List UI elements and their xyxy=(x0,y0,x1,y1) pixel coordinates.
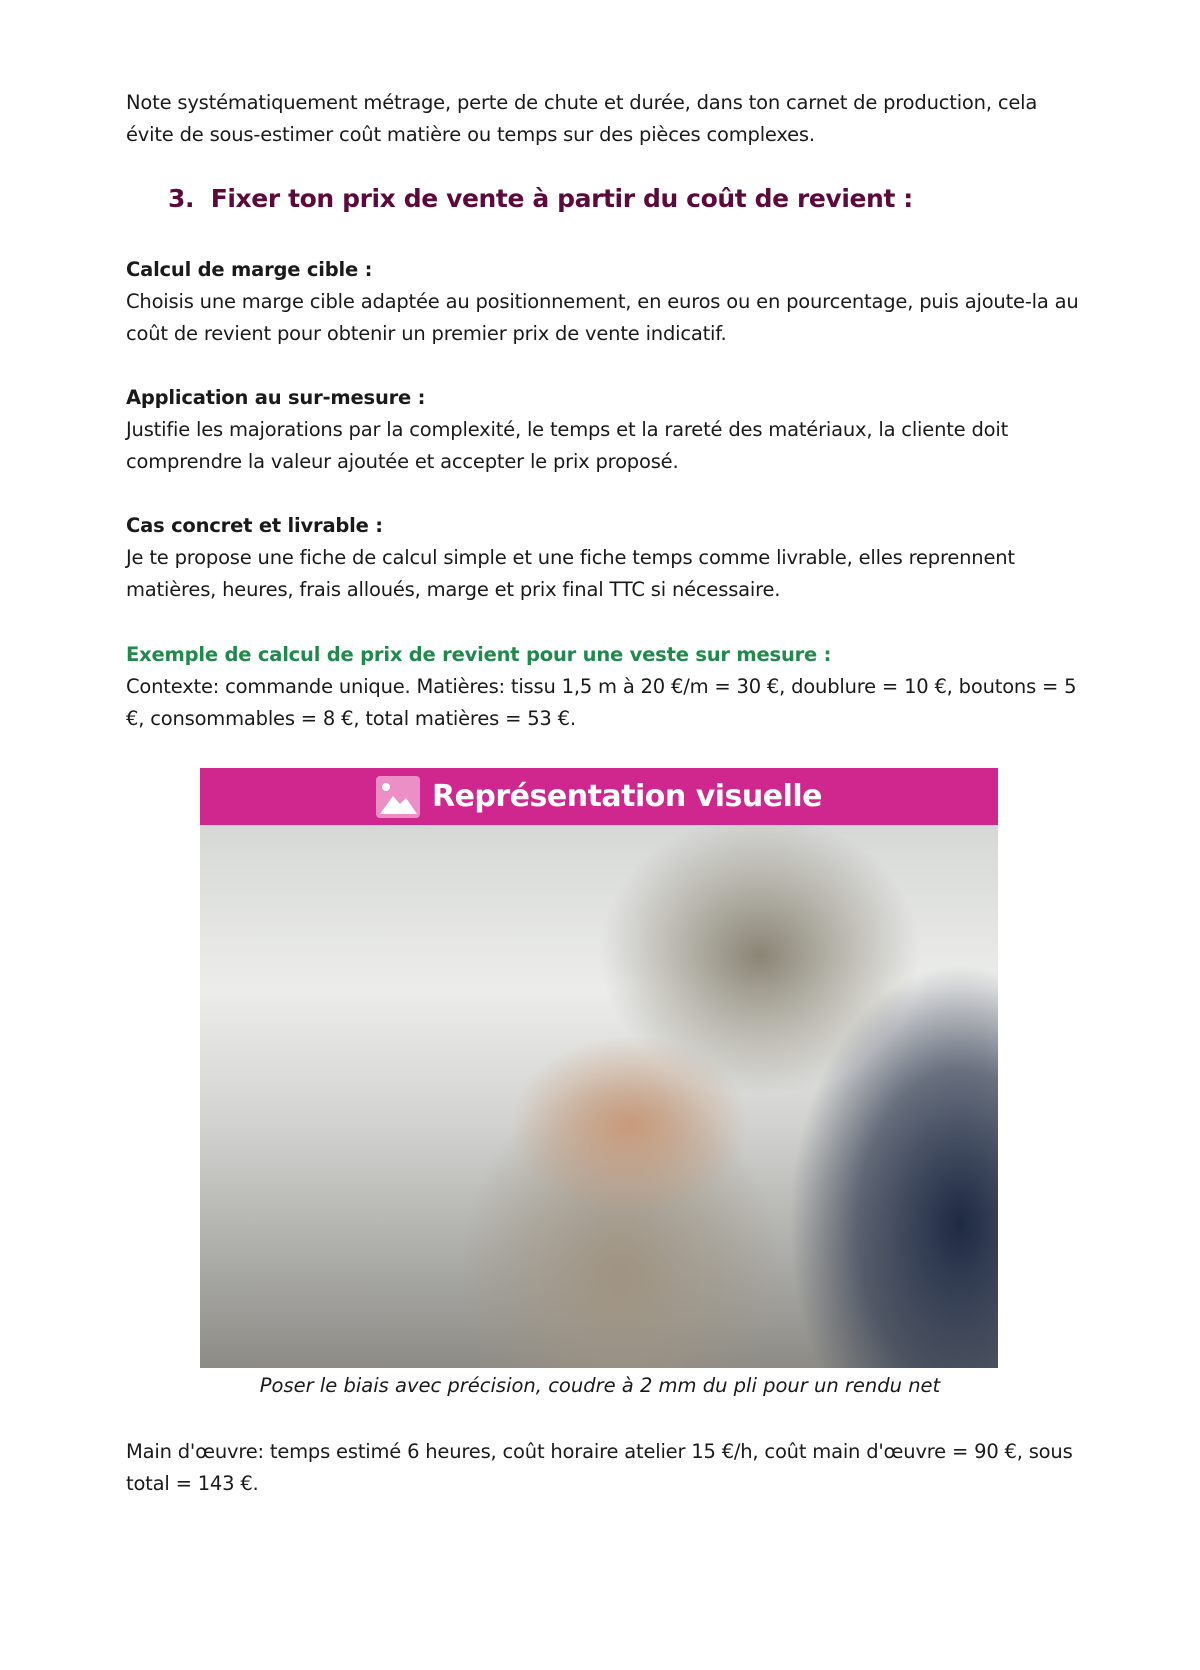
section-number: 3. xyxy=(168,184,195,213)
example-block xyxy=(126,639,1086,735)
block-title: Cas concret et livrable : xyxy=(126,514,383,537)
section-title: Fixer ton prix de vente à partir du coût de revient : xyxy=(210,184,913,213)
sewing-photo xyxy=(200,825,998,1368)
block-title: Calcul de marge cible : xyxy=(126,258,373,281)
example-text: Contexte: commande unique. Matières: tissu 1,5 m à 20 €/m = 30 €, doublure = 10 €, boutons = 5 €, consommables = 8 €, total matières = 53 €. xyxy=(126,675,1077,730)
block-title: Application au sur-mesure : xyxy=(126,386,426,409)
block-sur-mesure xyxy=(126,382,1086,478)
visual-figure xyxy=(200,768,998,1368)
banner-title: Représentation visuelle xyxy=(431,779,823,814)
figure-caption: Poser le biais avec précision, coudre à 2 mm du pli pour un rendu net xyxy=(259,1374,941,1397)
block-text: Je te propose une fiche de calcul simple et une fiche temps comme livrable, elles reprennent matières, heures, frais alloués, marge et prix final TTC si nécessaire. xyxy=(126,546,1015,601)
figure-banner xyxy=(200,768,998,825)
block-cas-concret xyxy=(126,510,1086,606)
block-text: Justifie les majorations par la complexité, le temps et la rareté des matériaux, la cliente doit comprendre la valeur ajoutée et accepter le prix proposé. xyxy=(126,418,1009,473)
block-marge xyxy=(126,254,1086,350)
labor-text: Main d'œuvre: temps estimé 6 heures, coût horaire atelier 15 €/h, coût main d'œuvre = 90 €, sous total = 143 €. xyxy=(126,1440,1073,1495)
intro-note: Note systématiquement métrage, perte de chute et durée, dans ton carnet de production, cela évite de sous-estimer coût matière ou temps sur des pièces complexes. xyxy=(126,91,1038,146)
image-icon xyxy=(376,776,420,818)
example-title: Exemple de calcul de prix de revient pour une veste sur mesure : xyxy=(126,643,832,666)
section-heading xyxy=(168,184,913,213)
block-text: Choisis une marge cible adaptée au positionnement, en euros ou en pourcentage, puis ajoute-la au coût de revient pour obtenir un premier prix de vente indicatif. xyxy=(126,290,1079,345)
